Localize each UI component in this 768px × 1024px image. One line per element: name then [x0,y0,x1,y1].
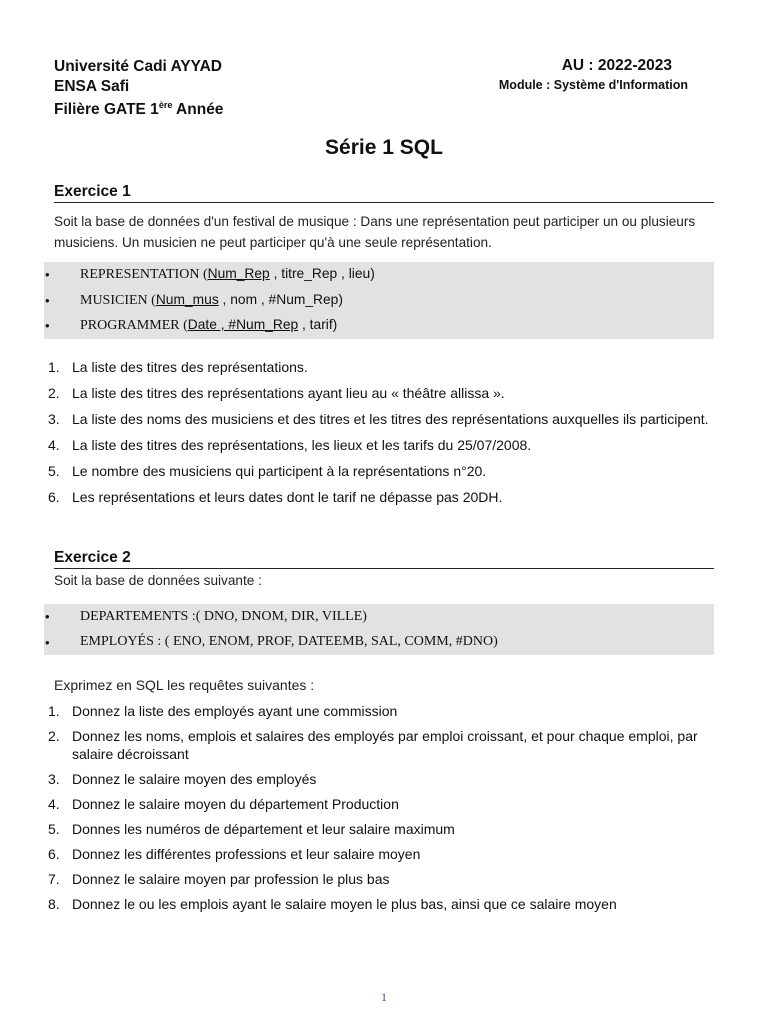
list-item: 3. Donnez le salaire moyen des employés [48,771,317,787]
schema-item: • PROGRAMMER (Date , #Num_Rep , tarif) [45,317,338,334]
exercise2-prompt: Exprimez en SQL les requêtes suivantes : [54,677,315,693]
schema-item: • MUSICIEN (Num_mus , nom , #Num_Rep) [45,291,343,308]
page-title: Série 1 SQL [325,136,443,159]
exercise1-intro: Soit la base de données d'un festival de musique : Dans une représentation peut participer un ou plusieurs musiciens. Un musicien ne peut participer qu'à une seule représentation. [54,214,696,250]
list-item: 5. Donnes les numéros de département et leur salaire maximum [48,821,455,837]
exercise2-questions [48,702,718,913]
list-item: 2. Donnez les noms, emplois et salaires des employés par emploi croissant, et pour chaque emploi, par salaire décroissant [48,728,698,762]
list-item: 4. La liste des titres des représentations, les lieux et les tarifs du 25/07/2008. [48,437,532,453]
list-item: 1. La liste des titres des représentations. [48,359,308,375]
exercise1-heading: Exercice 1 [54,183,714,203]
schema-item: • EMPLOYÉS : ( ENO, ENOM, PROF, DATEEMB, SAL, COMM, #DNO) [45,634,498,650]
header-left [54,57,223,120]
list-item: 2. La liste des titres des représentations ayant lieu au « théâtre allissa ». [48,385,505,401]
university-name: Université Cadi AYYAD [54,58,222,75]
list-item: 5. Le nombre des musiciens qui participent à la représentations n°20. [48,463,487,479]
list-item: 6. Les représentations et leurs dates dont le tarif ne dépasse pas 20DH. [48,489,503,505]
schema-item: • REPRESENTATION (Num_Rep , titre_Rep , lieu) [45,266,375,283]
list-item: 1. Donnez la liste des employés ayant une commission [48,703,398,719]
filiere-line: Filière GATE 1ère Année [54,100,224,119]
bullet-icon: • [45,267,50,283]
exercise2-intro: Soit la base de données suivante : [54,573,262,588]
list-item: 3. La liste des noms des musiciens et des titres et les titres des représentations auxquelles ils participent. [48,411,709,427]
exercise1-schema [44,262,714,339]
exercise1-questions [48,358,718,506]
page-number: 1 [381,990,387,1004]
list-item: 8. Donnez le ou les emplois ayant le salaire moyen le plus bas, ainsi que ce salaire moyen [48,896,617,912]
bullet-icon: • [45,318,50,334]
list-item: 7. Donnez le salaire moyen par profession le plus bas [48,871,390,887]
bullet-icon: • [45,609,50,625]
bullet-icon: • [45,292,50,308]
exercise2-schema [44,604,714,655]
school-name: ENSA Safi [54,77,130,95]
module-name: Module : Système d'Information [498,78,688,92]
list-item: 4. Donnez le salaire moyen du département Production [48,796,399,812]
exercise2-heading: Exercice 2 [54,549,714,569]
bullet-icon: • [45,634,50,650]
schema-item: • DEPARTEMENTS :( DNO, DNOM, DIR, VILLE) [45,608,367,625]
academic-year: AU : 2022-2023 [561,57,672,74]
list-item: 6. Donnez les différentes professions et leur salaire moyen [48,846,421,862]
